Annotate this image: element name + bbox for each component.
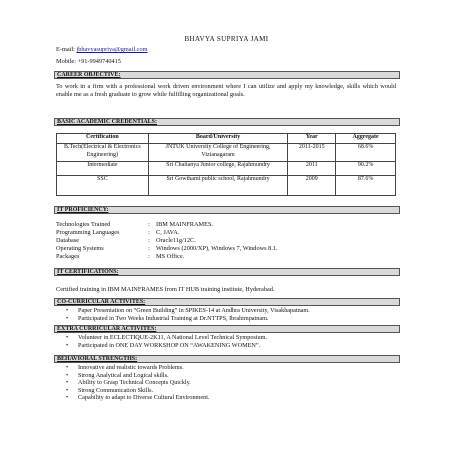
list-item: Database : Oracle11g/12C.: [56, 237, 196, 244]
col-board: Board/University: [148, 134, 288, 144]
list-item: • Capability to adapt to Diverse Cultural Environment.: [66, 394, 210, 401]
bullet-icon: •: [66, 386, 69, 394]
col-year: Year: [288, 134, 336, 144]
list-item: • Strong Communication Skills.: [66, 386, 154, 394]
cell-cert: Intermediate: [57, 162, 149, 176]
email-line: [56, 46, 148, 53]
col-certification: Certification: [57, 134, 149, 144]
behavioral-strengths-list: [66, 364, 209, 402]
cell-cert: SSC: [57, 176, 149, 196]
bullet-icon: •: [66, 371, 69, 379]
table-row: [57, 144, 396, 162]
co-curricular-heading: CO-CURRICULAR ACTIVITES:: [54, 298, 400, 306]
extra-curricular-list: [66, 334, 267, 349]
email-label: E-mail:: [56, 46, 75, 53]
bullet-icon: •: [66, 341, 69, 349]
list-item: • Paper Presentation on “Green Building” in SPIKES-14 at Andhra University, Visakhapatnam.: [66, 307, 310, 314]
candidate-name: BHAVYA SUPRIYA JAMI: [184, 35, 269, 43]
list-item: • Volunteer in ECLECTIQUE-2K11, A National Level Technical Symposium.: [66, 334, 267, 341]
cell-board: Sri Gowthami public school, Rajahmundry: [148, 176, 288, 196]
bullet-icon: •: [66, 307, 69, 314]
extra-curricular-heading: EXTRA CURRICULAR ACTIVITES:: [54, 325, 400, 333]
cell-year: 2011: [288, 162, 336, 176]
academic-heading: BASIC ACADEMIC CREDENTIALS:: [54, 118, 400, 126]
bullet-icon: •: [66, 394, 69, 401]
cell-board: Sri Chaitanya Junior college, Rajahmundry: [148, 162, 288, 176]
email-link[interactable]: jbhavyasupriya@gmail.com: [76, 46, 148, 53]
cell-aggregate: 68.6%: [336, 144, 396, 162]
bullet-icon: •: [66, 314, 69, 322]
list-item: • Innovative and realistic towards Problems.: [66, 364, 184, 371]
cell-aggregate: 90.2%: [336, 162, 396, 176]
it-certifications-text: Certified training in IBM MAINFRAMES from IT HUB training institute, Hyderabad.: [56, 286, 275, 293]
it-proficiency-heading: IT PROFICIENCY:: [54, 206, 400, 214]
academic-table-header: [57, 134, 396, 144]
cell-board: JNTUK University College of Engineering, Vizianagaram: [148, 144, 288, 162]
it-proficiency-list: [56, 221, 278, 261]
cell-aggregate: 87.6%: [336, 176, 396, 196]
table-row: [57, 162, 396, 176]
list-item: Operating Systems : Windows (2000/XP), Windows 7, Windows 8.1.: [56, 245, 278, 252]
col-aggregate: Aggregate: [336, 134, 396, 144]
cell-cert: B.Tech(Electrical & Electronics Engineering): [57, 144, 149, 162]
list-item: Packages : MS Office.: [56, 253, 185, 260]
bullet-icon: •: [66, 334, 69, 341]
list-item: • Ability to Grasp Technical Concepts Quickly.: [66, 379, 191, 386]
mobile-line: Mobile: +91-9949740415: [56, 58, 121, 65]
it-certifications-heading: IT CERTIFICATIONS:: [54, 268, 400, 276]
list-item: Technologies Trained : IBM MAINFRAMES.: [56, 221, 214, 228]
career-objective-text: To work in a firm with a professional work driven environment where I can utilize and apply my knowledge, skills which would enable me as a fresh graduate to grow while fulfilling organizational goals.: [56, 83, 396, 98]
academic-table: [56, 133, 396, 196]
table-row: [57, 176, 396, 196]
list-item: • Strong Analytical and Logical skills.: [66, 371, 169, 379]
co-curricular-list: [66, 307, 310, 322]
list-item: • Participated in Two Weeks Industrial Training at Dr.NTTPS, Ibrahimpatnam.: [66, 314, 269, 322]
career-objective-heading: CAREER OBJECTIVE:: [54, 71, 400, 79]
cell-year: 2011-2015: [288, 144, 336, 162]
behavioral-strengths-heading: BEHAVIORAL STRENGTHS:: [54, 355, 400, 363]
list-item: Programming Languages : C, JAVA.: [56, 229, 180, 236]
bullet-icon: •: [66, 379, 69, 386]
bullet-icon: •: [66, 364, 69, 371]
list-item: • Participated in ONE DAY WORKSHOP ON “AWAKENING WOMEN”.: [66, 341, 261, 349]
cell-year: 2009: [288, 176, 336, 196]
